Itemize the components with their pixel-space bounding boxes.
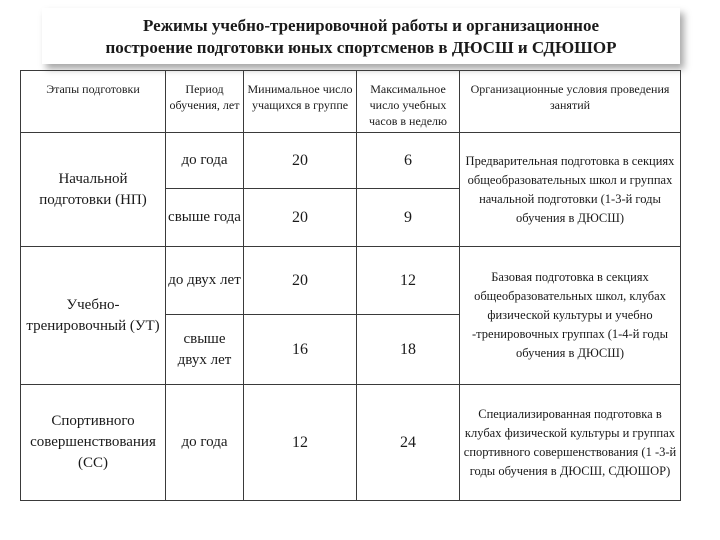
period-cell: до двух лет [166, 247, 244, 315]
max-hours-cell: 18 [357, 315, 460, 385]
training-modes-table [20, 70, 681, 501]
header-row [21, 71, 681, 133]
min-students-cell: 20 [244, 247, 357, 315]
max-hours-cell: 12 [357, 247, 460, 315]
max-hours-cell: 6 [357, 133, 460, 189]
header-max-hours: Максимальное число учебных часов в неделю [357, 71, 460, 133]
header-min-students: Минимальное число учащихся в группе [244, 71, 357, 133]
min-students-cell: 16 [244, 315, 357, 385]
table-row [21, 385, 681, 501]
stage-ss: Спортивного совершенствования (СС) [21, 385, 166, 501]
stage-np: Начальной подготовки (НП) [21, 133, 166, 247]
period-cell: до года [166, 133, 244, 189]
max-hours-cell: 24 [357, 385, 460, 501]
title-box [42, 8, 680, 64]
header-period: Период обучения, лет [166, 71, 244, 133]
title-line-1: Режимы учебно-тренировочной работы и организационное [143, 16, 599, 35]
header-conditions: Организационные условия проведения занятий [460, 71, 681, 133]
period-cell: свыше года [166, 189, 244, 247]
table-row [21, 247, 681, 315]
table-row [21, 133, 681, 189]
conditions-ut: Базовая подготовка в секциях общеобразовательных школ, клубах физической культуры и учебно -тренировочных группах (1-4-й годы обучения в ДЮСШ) [460, 247, 681, 385]
min-students-cell: 20 [244, 189, 357, 247]
min-students-cell: 12 [244, 385, 357, 501]
conditions-np: Предварительная подготовка в секциях общеобразовательных школ и группах начальной подготовки (1-3-й годы обучения в ДЮСШ) [460, 133, 681, 247]
stage-ut: Учебно-тренировочный (УТ) [21, 247, 166, 385]
max-hours-cell: 9 [357, 189, 460, 247]
title-line-2: построение подготовки юных спортсменов в ДЮСШ и СДЮШОР [105, 38, 617, 57]
period-cell: свыше двух лет [166, 315, 244, 385]
conditions-ss: Специализированная подготовка в клубах физической культуры и группах спортивного совершенствования (1 -3-й годы обучения в ДЮСШ, СДЮШОР) [460, 385, 681, 501]
period-cell: до года [166, 385, 244, 501]
min-students-cell: 20 [244, 133, 357, 189]
header-stage: Этапы подготовки [21, 71, 166, 133]
page-title [42, 8, 680, 59]
